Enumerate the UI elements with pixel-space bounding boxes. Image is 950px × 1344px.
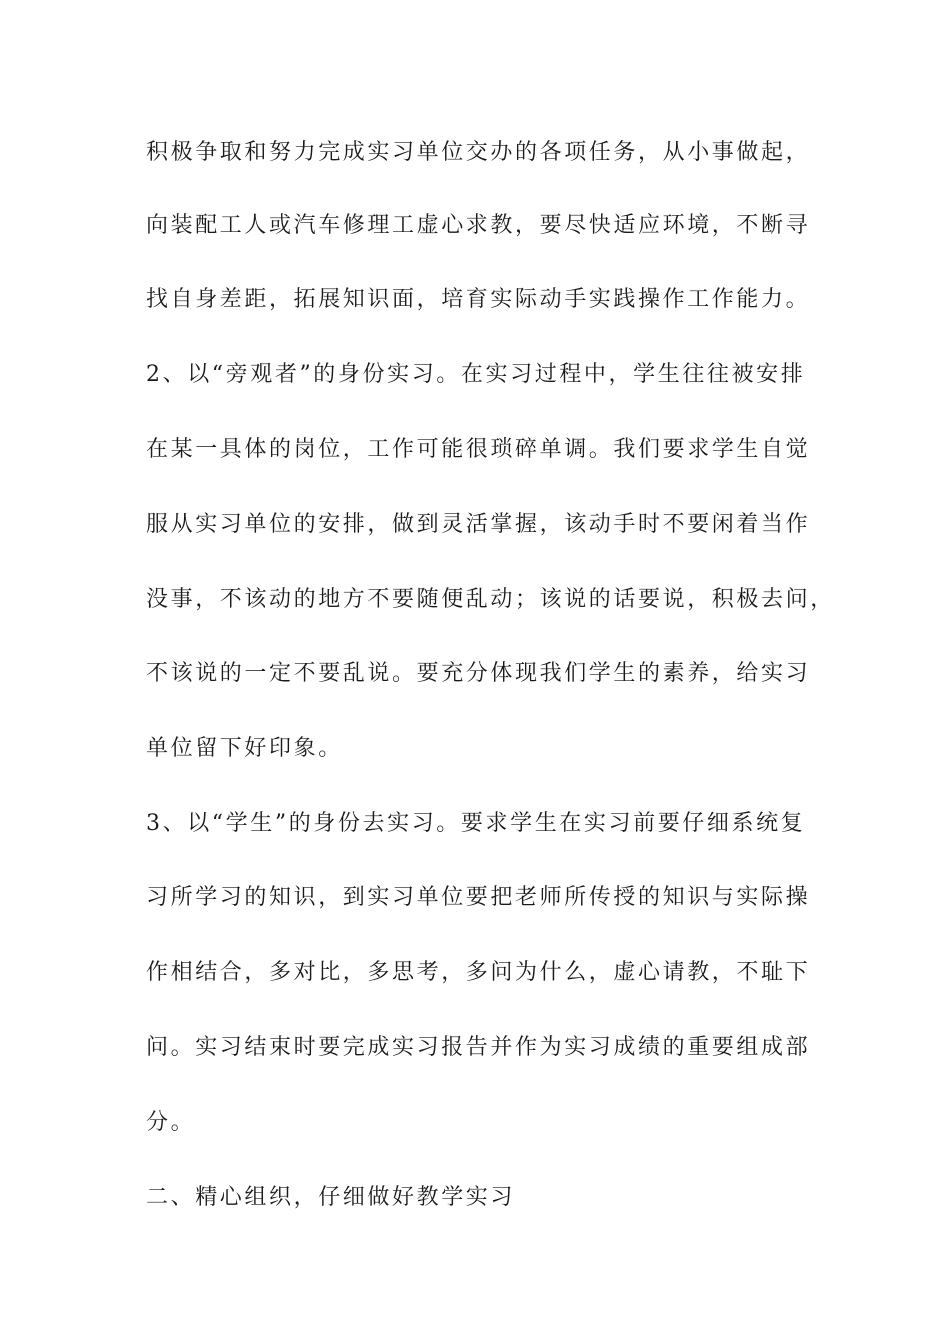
- section-heading: 二、精心组织，仔细做好教学实习: [146, 1185, 516, 1210]
- text-line: 习所学习的知识，到实习单位要把老师所传授的知识与实际操: [146, 885, 811, 910]
- text-line: 2、以“旁观者”的身份实习。在实习过程中，学生往往被安排: [146, 362, 806, 387]
- text-line: 不该说的一定不要乱说。要充分体现我们学生的素养，给实习: [146, 661, 811, 686]
- text-line: 3、以“学生”的身份去实习。要求学生在实习前要仔细系统复: [146, 811, 806, 836]
- text-line: 问。实习结束时要完成实习报告并作为实习成绩的重要组成部: [146, 1035, 811, 1060]
- text-line: 没事，不该动的地方不要随便乱动；该说的话要说，积极去问，: [146, 587, 835, 612]
- text-line: 找自身差距，拓展知识面，培育实际动手实践操作工作能力。: [146, 287, 811, 312]
- text-line: 单位留下好印象。: [146, 736, 343, 761]
- text-line: 在某一具体的岗位，工作可能很琐碎单调。我们要求学生自觉: [146, 437, 811, 462]
- text-line: 向装配工人或汽车修理工虚心求教，要尽快适应环境，不断寻: [146, 213, 811, 238]
- text-line: 服从实习单位的安排，做到灵活掌握，该动手时不要闲着当作: [146, 512, 811, 537]
- text-line: 积极争取和努力完成实习单位交办的各项任务，从小事做起，: [146, 140, 811, 165]
- text-line: 作相结合，多对比，多思考，多问为什么，虚心请教，不耻下: [146, 960, 811, 985]
- text-line: 分。: [146, 1110, 196, 1135]
